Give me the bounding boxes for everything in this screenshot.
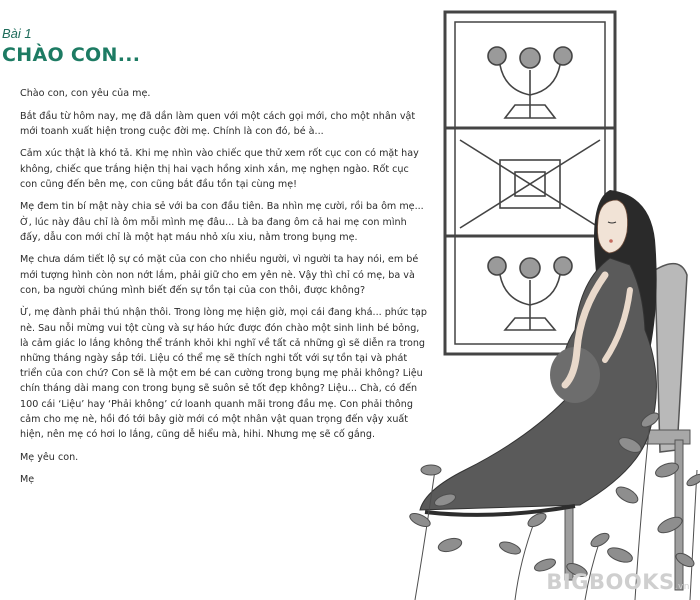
watermark-main: BIGBOOKS [546, 570, 675, 594]
pregnant-woman-illustration [405, 0, 700, 600]
letter-body [20, 86, 428, 487]
paragraph: Mẹ đem tin bí mật này chia sẻ với ba con đầu tiên. Ba nhìn mẹ cười, rồi ba ôm mẹ... Ờ, lúc này đâu chỉ là ôm mỗi mình mẹ đâu... Là ba đang ôm cả hai mẹ con mình đấy, dẫu con mới chỉ là một hạt máu nhỏ xíu xiu, nằm trong bụng mẹ. [20, 201, 424, 243]
signature: Mẹ [20, 474, 35, 486]
paragraph: Bắt đầu từ hôm nay, mẹ đã dần làm quen với một cách gọi mới, cho một nhân vật mới toanh xuất hiện trong cuộc đời mẹ. Chính là con đó, bé à... [20, 110, 416, 137]
paragraph: Ừ, mẹ đành phải thú nhận thôi. Trong lòng mẹ hiện giờ, mọi cái đang khá... phức tạp nè. Sau nỗi mừng vui tột cùng và sự háo hức được đón chào một sinh linh bé bỏng, là cảm giác lo lắng không thể tránh khỏi khi nghĩ về tất cả những gì sẽ diễn ra trong những tháng ngày sắp tới. Liệu có thể mẹ sẽ thích nghi tốt với sự tồn tại và phát triển của con chứ? Con sẽ là một em bé can cường trong bụng mẹ phải không? Liệu chín tháng dài mang con trong bụng sẽ suôn sẻ tốt đẹp không? Liệu... Chà, có đến 100 cái ‘Liệu’ hay ‘Phải không’ cứ loanh quanh mãi trong đầu mẹ. Con phải thông cảm cho mẹ nè, hồi đó tới bây giờ mới có một nhân vật quan trọng đến vậy xuất hiện, nên mẹ có hơi lo lắng, cũng dễ hiểu mà, hihi. Nhưng mẹ sẽ cố gắng. [20, 307, 428, 441]
lesson-title: CHÀO CON... [2, 44, 141, 66]
watermark-suffix: .vn [674, 582, 690, 592]
paragraph: Mẹ chưa dám tiết lộ sự có mặt của con cho nhiều người, vì người ta hay nói, em bé mới tượng hình còn non nớt lắm, phải giữ cho em yên nè. Vậy thì chỉ có mẹ, ba và con, ba người chúng mình biết đến sự tồn tại của con thôi, được không? [20, 254, 419, 296]
paragraph: Chào con, con yêu của mẹ. [20, 88, 151, 99]
paragraph: Mẹ yêu con. [20, 451, 79, 463]
paragraph: Cảm xúc thật là khó tả. Khi mẹ nhìn vào chiếc que thử xem rốt cục con có mặt hay không, chiếc que trắng hiện thị hai vạch hồng xinh xắn, mẹ nghẹn ngào. Rốt cục con cũng đến bên mẹ, con cũng bắt đầu tồn tại cùng mẹ! [20, 148, 419, 190]
watermark [546, 570, 690, 594]
lesson-label: Bài 1 [2, 26, 32, 41]
